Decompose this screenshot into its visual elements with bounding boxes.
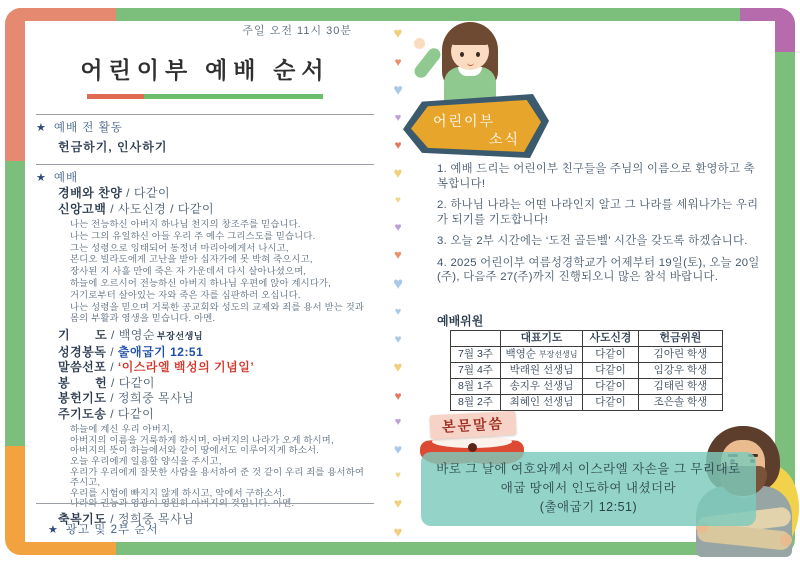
divider [36, 164, 374, 165]
table-row: 7월 4주 박래원 선생님 다같이 임강우 학생 [451, 363, 723, 379]
frame-segment-orange [5, 446, 25, 555]
news-sign-label: 소식 [489, 131, 521, 147]
table-row: 8월 1주 송지우 선생님 다같이 김태린 학생 [451, 379, 723, 395]
worship-item-lords-prayer: 주기도송 / 다같이 [58, 406, 155, 421]
heart-icon: ♥ [394, 388, 402, 403]
heart-icon: ♥ [394, 112, 402, 125]
committee-table [450, 330, 723, 411]
worship-item-praise: 경배와 찬양 / 다같이 [58, 186, 171, 200]
verse-line: (출애굽기 12:51) [539, 500, 638, 514]
news-item: 4. 2025 어린이부 여름성경학교가 어제부터 19일(토), 오늘 20일(주), 다음주 27(주)까지 진행되오니 많은 참석 바랍니다. [437, 256, 760, 283]
news-list [437, 162, 765, 292]
service-time: 주일 오전 11시 30분 [242, 25, 352, 37]
header-offering: 헌금위원 [639, 331, 723, 347]
underline-green [144, 94, 323, 99]
heart-icon: ♥ [393, 165, 403, 183]
heart-icon: ♥ [393, 523, 403, 541]
heart-icon: ♥ [392, 274, 404, 294]
star-icon: ★ [36, 172, 47, 184]
heart-icon: ♥ [394, 138, 402, 153]
underline-red [87, 94, 144, 99]
worship-order-panel [36, 22, 374, 527]
news-item: 2. 하나님 나라는 어떤 나라인지 알고 그 나라를 세워나가는 우리가 되기를 기도합니다! [437, 199, 759, 226]
heart-icon: ♥ [394, 332, 402, 347]
frame-top-band [5, 8, 795, 21]
worship-item-offering: 봉 헌 / 다같이 [58, 375, 155, 390]
worship-item-benediction: 축복기도 / 정희중 목사님 [58, 511, 195, 526]
book-spine [468, 443, 477, 452]
heart-icon: ♥ [394, 219, 402, 234]
worship-item-confession: 신앙고백 / 사도신경 / 다같이 [58, 201, 215, 216]
worship-item-sermon: 말씀선포 / ‘이스라엘 백성의 기념일’ [58, 360, 255, 375]
table-row: 8월 2주 최혜인 선생님 다같이 조은솔 학생 [451, 395, 723, 411]
heart-icon: ♥ [393, 358, 403, 376]
announcements-heading: ★ 광고 및 2부 순서 [48, 524, 159, 536]
divider [36, 114, 374, 115]
heart-icon: ♥ [393, 441, 403, 458]
header-prayer: 대표기도 [501, 331, 583, 347]
page-title: 어린이부 예배 순서 [80, 58, 330, 83]
heart-icon: ♥ [395, 194, 401, 206]
heart-icon: ♥ [394, 415, 402, 428]
frame-segment-orange [5, 542, 116, 555]
man-hand [780, 534, 792, 546]
worship-item-scripture-reading: 성경봉독 / 출애굽기 12:51 [58, 344, 204, 359]
heart-icon: ♥ [394, 306, 402, 319]
pre-worship-content: 헌금하기, 인사하기 [58, 140, 168, 154]
news-item: 3. 오늘 2부 시간에는 ‘도전 골든벨’ 시간을 갖도록 하겠습니다. [437, 235, 748, 247]
heart-icon: ♥ [393, 25, 403, 42]
news-sign-label: 어린이부 [433, 113, 496, 129]
header-week [451, 331, 501, 347]
pre-worship-heading: ★ 예배 전 활동 [36, 122, 123, 134]
scripture-ribbon-label: 본문말씀 [429, 411, 516, 439]
header-creed: 사도신경 [583, 331, 639, 347]
heart-icon: ♥ [393, 495, 403, 512]
divider [36, 503, 374, 504]
verse-line: 바로 그 날에 여호와께서 이스라엘 자손을 그 무리대로 [436, 462, 741, 476]
frame-left-band [5, 8, 25, 555]
apostles-creed-text: 나는 전능하신 아버지 하나님 천지의 창조주를 믿습니다. 나는 그의 유일하신 아들 우리 주 예수 그리스도를 믿습니다. 그는 성령으로 잉태되어 동정녀 마리아에게서 나시고, 본디오 빌라도에게 고난을 받아 십자가에 못 박혀 죽으시고, 장사된 지 사흘 만에 죽은 자 가운데서 다시 살아나셨으며, 하늘에 오르시어 전능하신 아버지 하나님 우편에 앉아 계시다가, 거기로부터 살아있는 자와 죽은 자를 심판하러 오십니다. 나는 성령을 믿으며 거룩한 공교회와 성도의 교제와 죄를 용서 받는 것과 몸의 부활과 영생을 믿습니다. 아멘. [70, 219, 365, 324]
girl-hand [414, 38, 425, 49]
heart-icon: ♥ [394, 246, 402, 262]
title-underline [87, 94, 323, 99]
girl-eye [476, 52, 480, 57]
worship-item-offering-prayer: 봉헌기도 / 정희중 목사님 [58, 391, 195, 406]
frame-segment-purple [775, 8, 795, 52]
committee-title: 예배위원 [437, 314, 484, 328]
heart-icon: ♥ [394, 54, 402, 69]
verse-line: 애굽 땅에서 인도하여 내셨더라 [500, 481, 677, 495]
girl-bangs [451, 30, 489, 45]
frame-bottom-band [5, 542, 795, 555]
worship-heading: ★ 예배 [36, 172, 79, 184]
news-item: 1. 예배 드리는 어린이부 친구들을 주님의 이름으로 환영하고 축복합니다! [437, 163, 755, 190]
frame-segment-green [5, 161, 25, 445]
table-header-row [451, 331, 723, 347]
lords-prayer-text: 하늘에 계신 우리 아버지, 아버지의 이름을 거룩하게 하시며, 아버지의 나라가 오게 하시며, 아버지의 뜻이 하늘에서와 같이 땅에서도 이루어지게 하소서. 오늘 우리에게 일용할 양식을 주시고, 우리가 우리에게 잘못한 사람을 용서하여 준 것 같이 우리 죄를 용서하여 주시고, 우리를 시험에 빠지지 않게 하시고, 악에서 구하소서. 나라와 권능과 영광이 영원히 아버지의 것입니다. 아멘. [70, 424, 365, 509]
star-icon: ★ [36, 122, 47, 134]
heart-icon: ♥ [395, 470, 401, 482]
girl-eye [460, 52, 464, 57]
scripture-verse-box [421, 452, 756, 526]
frame-segment-salmon [5, 8, 25, 161]
star-icon: ★ [48, 524, 59, 536]
table-row: 7월 3주 백영순 부장선생님 다같이 김아린 학생 [451, 347, 723, 363]
heart-icon: ♥ [393, 81, 403, 99]
worship-item-prayer: 기 도 / 백영순 부장선생님 [58, 328, 203, 343]
news-sign [403, 94, 549, 158]
worship-order-list [58, 186, 374, 527]
